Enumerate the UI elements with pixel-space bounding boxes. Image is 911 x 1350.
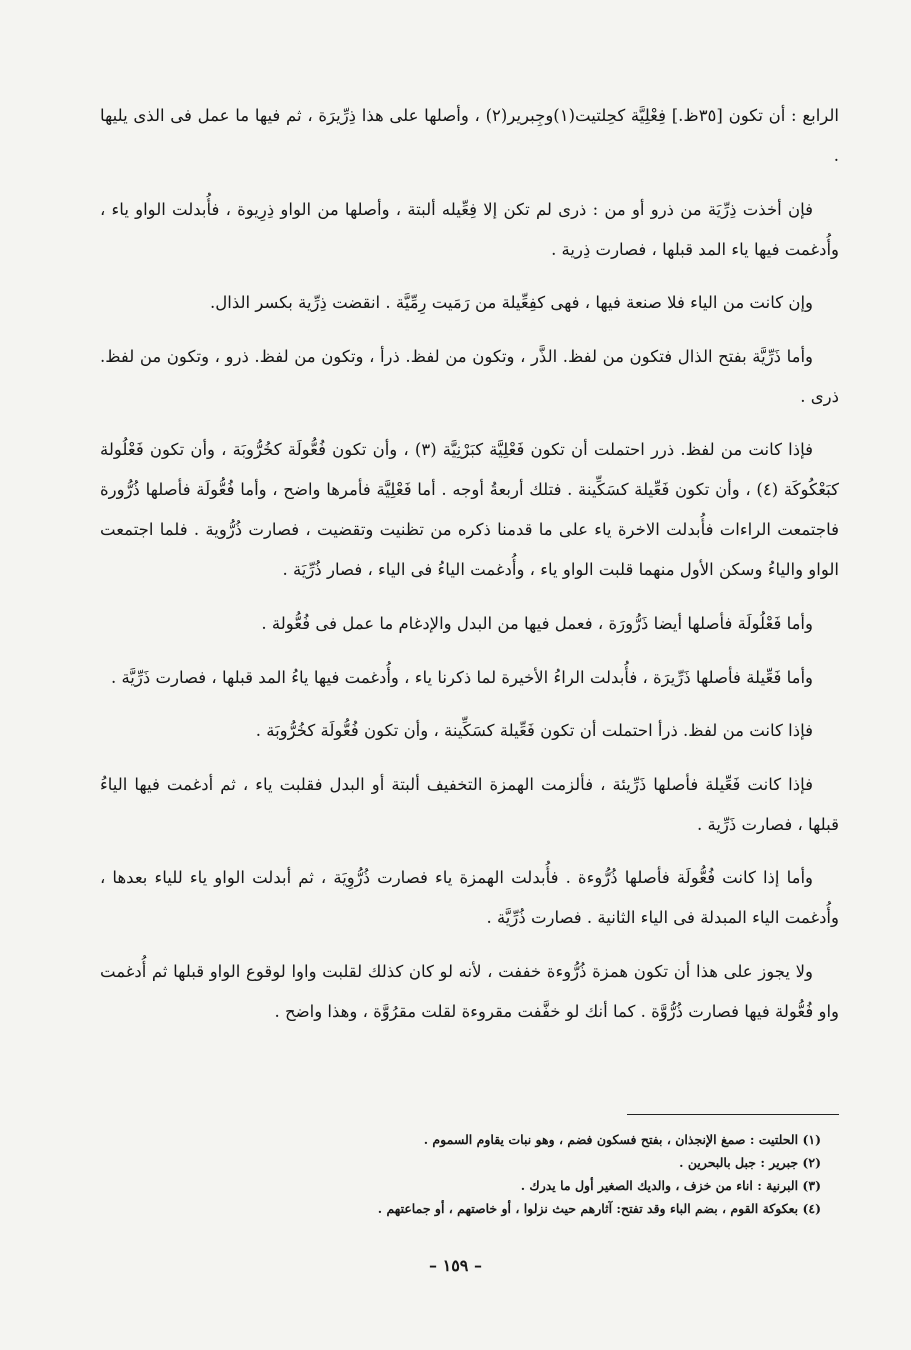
paragraph-4: وأما ذَرِّيَّة بفتح الذال فتكون من لفظ. الذَّر ، وتكون من لفظ. ذرأ ، وتكون من لفظ. ذرو ، وتكون من لفظ. ذرى . [100, 346, 839, 406]
footnote-3: (٣) البرنية : اناء من خزف ، والديك الصغير أول ما يدرك . [520, 1178, 821, 1193]
paragraph-2: فإن أخذت ذِرِّيَة من ذرو أو من : ذرى لم تكن إلا فِعِّيله ألبتة ، وأصلها من الواو ذِرِيوة ، فأُبدلت الواو ياء ، وأُدغمت فيها ياء المد قبلها ، فصارت ذِرية . [100, 199, 839, 259]
paragraph-5: فإذا كانت من لفظ. ذرر احتملت أن تكون فَعْلِيَّة كبَرْنِيَّة (٣) ، وأن تكون فُعُّولَة كخُرُّوبَة ، وأن تكون فَعْلُولة كبَعْكُوكَة (٤) ، وأن تكون فَعِّيلة كسَكِّينة . فتلك أربعةُ أوجه . أما فَعْلِيَّة فأمرها واضح ، وأما فُعُّولَة فأصلها ذُرُّورة فاجتمعت الراءات فأُبدلت الاخرة ياء على ما قدمنا ذكره من تظنيت وتقضيت ، فصارت ذُرُّوية . فلما اجتمعت الواو والياءُ وسكن الأول منهما قلبت الواو ياء ، وأُدغمت الياءُ فى الياء ، فصار ذُرِّيَة . [100, 440, 839, 580]
paragraph-3: وإن كانت من الياء فلا صنعة فيها ، فهى كفِعِّيلة من رَمَيت رِمِّيَّة . انقضت ذِرِّية بكسر الذال. [210, 293, 813, 313]
footnote-divider [627, 1114, 839, 1115]
paragraph-11: ولا يجوز على هذا أن تكون همزة ذُرُّوءة خففت ، لأنه لو كان كذلك لقلبت واوا لوقوع الواو قبلها ثم أُدغمت واو فُعُّولة فيها فصارت ذُرُّوَّة . كما أنك لو خفَّفت مقروءة لقلت مقرُوَّة ، وهذا واضح . [100, 961, 839, 1021]
footnote-4: (٤) بعكوكة القوم ، بضم الباء وقد تفتح: آثارهم حيث نزلوا ، أو خاصتهم ، أو جماعتهم . [377, 1201, 821, 1216]
paragraph-1: الرابع : أن تكون [٣٥ظ.] فِعْلِيَّة كحِلتيت(١)وجِبرير(٢) ، وأصلها على هذا ذِرِّيرَة ، ثم فيها ما عمل فى الذى يليها . [100, 106, 839, 165]
page-number: – ١٥٩ – [429, 1256, 482, 1275]
paragraph-9: فإذا كانت فَعِّيلة فأصلها ذَرِّيئة ، فألزمت الهمزة التخفيف ألبتة أو البدل فقلبت ياء ، ثم أدغمت فيها الياءُ قبلها ، فصارت ذَرِّية . [100, 774, 839, 834]
main-text [100, 96, 839, 1032]
footnotes [100, 1128, 821, 1220]
paragraph-6: وأما فَعْلُولَة فأصلها أيضا ذَرُّورَة ، فعمل فيها من البدل والإدغام ما عمل فى فُعُّولة . [261, 613, 813, 633]
footnote-2: (٢) جبرير : جبل بالبحرين . [679, 1155, 821, 1170]
paragraph-7: وأما فَعِّيلة فأصلها ذَرِّيرَة ، فأُبدلت الراءُ الأخيرة لما ذكرنا ياء ، وأُدغمت فيها ياءُ المد قبلها ، فصارت ذَرِّيَّة . [110, 667, 813, 687]
paragraph-10: وأما إذا كانت فُعُّولَة فأصلها ذُرُّوءة . فأُبدلت الهمزة ياء فصارت ذُرُّوِيَة ، ثم أبدلت الواو ياء للياء بعدها ، وأُدغمت الياء المبدلة فى الياء الثانية . فصارت ذُرِّيَّة . [100, 868, 839, 928]
paragraph-8: فإذا كانت من لفظ. ذرأ احتملت أن تكون فَعِّيلة كسَكِّينة ، وأن تكون فُعُّولَة كخُرُّوبَة . [255, 721, 813, 741]
footnote-1: (١) الحلتيت : صمغ الإنجذان ، بفتح فسكون فضم ، وهو نبات يقاوم السموم . [423, 1132, 821, 1147]
